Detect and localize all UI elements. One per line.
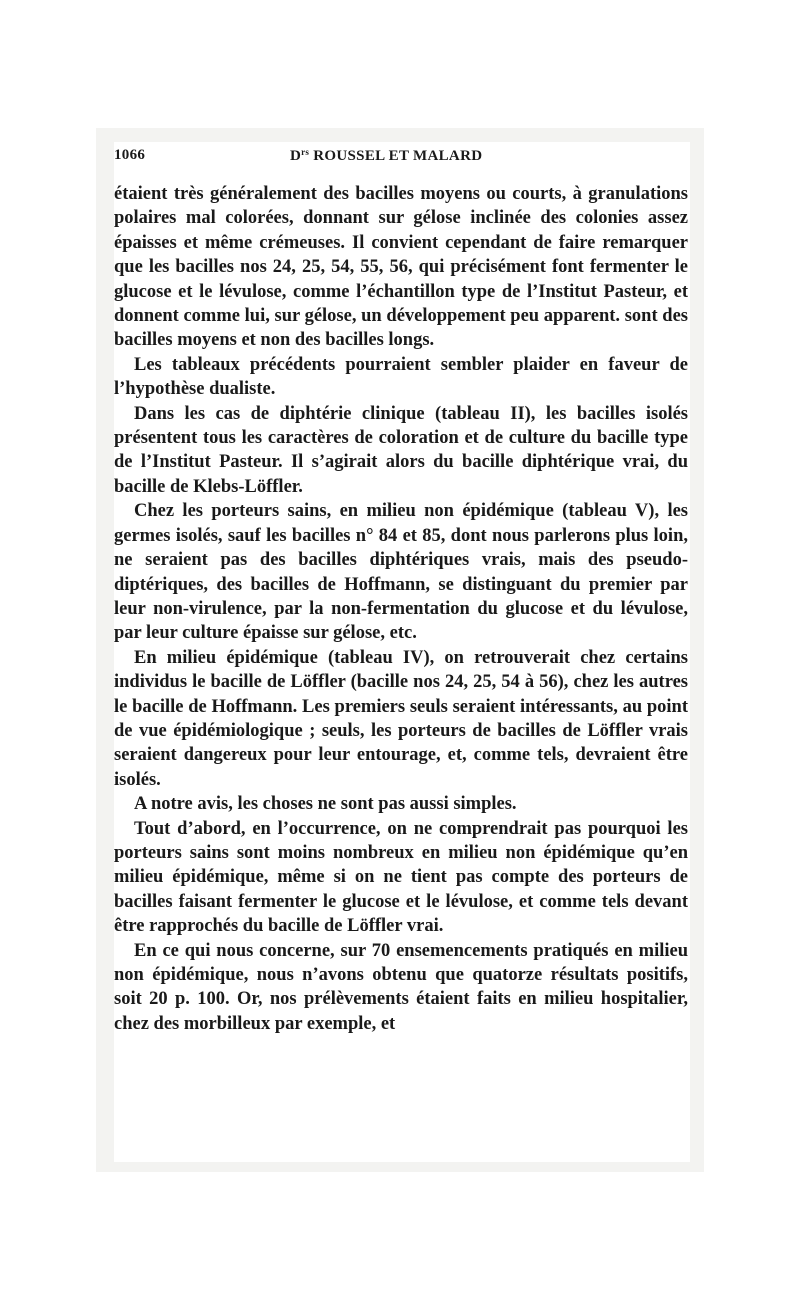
running-header [114,147,704,171]
paragraph-1: étaient très généralement des bacilles moyens ou courts, à granulations polaires mal colorées, donnant sur gélose inclinée des colonies assez épaisses et même crémeuses. Il convient cependant de faire remarquer que les bacilles nos 24, 25, 54, 55, 56, qui précisément font fermenter le glucose et le lévulose, comme l’échantillon type de l’Institut Pasteur, et donnent comme lui, sur gélose, un développement peu apparent. sont des bacilles moyens et non des bacilles longs. [114,184,688,351]
paragraph-2: Les tableaux précédents pourraient sembler plaider en faveur de l’hypothèse dualiste. [114,354,688,400]
authors-names: ROUSSEL ET MALARD [309,148,483,164]
paragraph-5: En milieu épidémique (tableau IV), on retrouverait chez certains individus le bacille de Löffler (bacille nos 24, 25, 54 à 56), chez les autres le bacille de Hoffmann. Les premiers seuls seraient intéressants, au point de vue épidémiologique ; seuls, les porteurs de bacilles de Löffler vrais seraient dangereux pour leur entourage, et, comme tels, devraient être isolés. [114,647,688,790]
authors-prefix-sup: rs [301,147,310,157]
paragraph-8: En ce qui nous concerne, sur 70 ensemencements pratiqués en milieu non épidémique, nous n’avons obtenu que quatorze résultats positifs, soit 20 p. 100. Or, nos prélèvements étaient faits en milieu hospitalier, chez des morbilleux par exemple, et [114,940,688,1034]
paragraph-3: Dans les cas de diphtérie clinique (tableau II), les bacilles isolés présentent tous les caractères de coloration et de culture du bacille type de l’Institut Pasteur. Il s’agirait alors du bacille diphtérique vrai, du bacille de Klebs-Löffler. [114,403,688,497]
paragraph-7: Tout d’abord, en l’occurrence, on ne comprendrait pas pourquoi les porteurs sains sont moins nombreux en milieu non épidémique qu’en milieu épidémique, même si on ne tient pas compte des porteurs de bacilles faisant fermenter le glucose et le lévulose, et comme tels devant être rapprochés du bacille de Löffler vrai. [114,818,688,937]
authors-prefix: D [290,148,302,164]
body-text [114,182,688,1036]
paragraph-4: Chez les porteurs sains, en milieu non épidémique (tableau V), les germes isolés, sauf les bacilles n° 84 et 85, dont nous parlerons plus loin, ne seraient pas des bacilles diphtériques vrais, mais des pseudo-diptériques, des bacilles de Hoffmann, se distinguant du premier par leur non-virulence, par la non-fermentation du glucose et du lévulose, par leur culture épaisse sur gélose, etc. [114,501,688,644]
page-number: 1066 [114,147,146,163]
header-title [290,147,482,165]
paragraph-6: A notre avis, les choses ne sont pas aussi simples. [134,794,517,815]
